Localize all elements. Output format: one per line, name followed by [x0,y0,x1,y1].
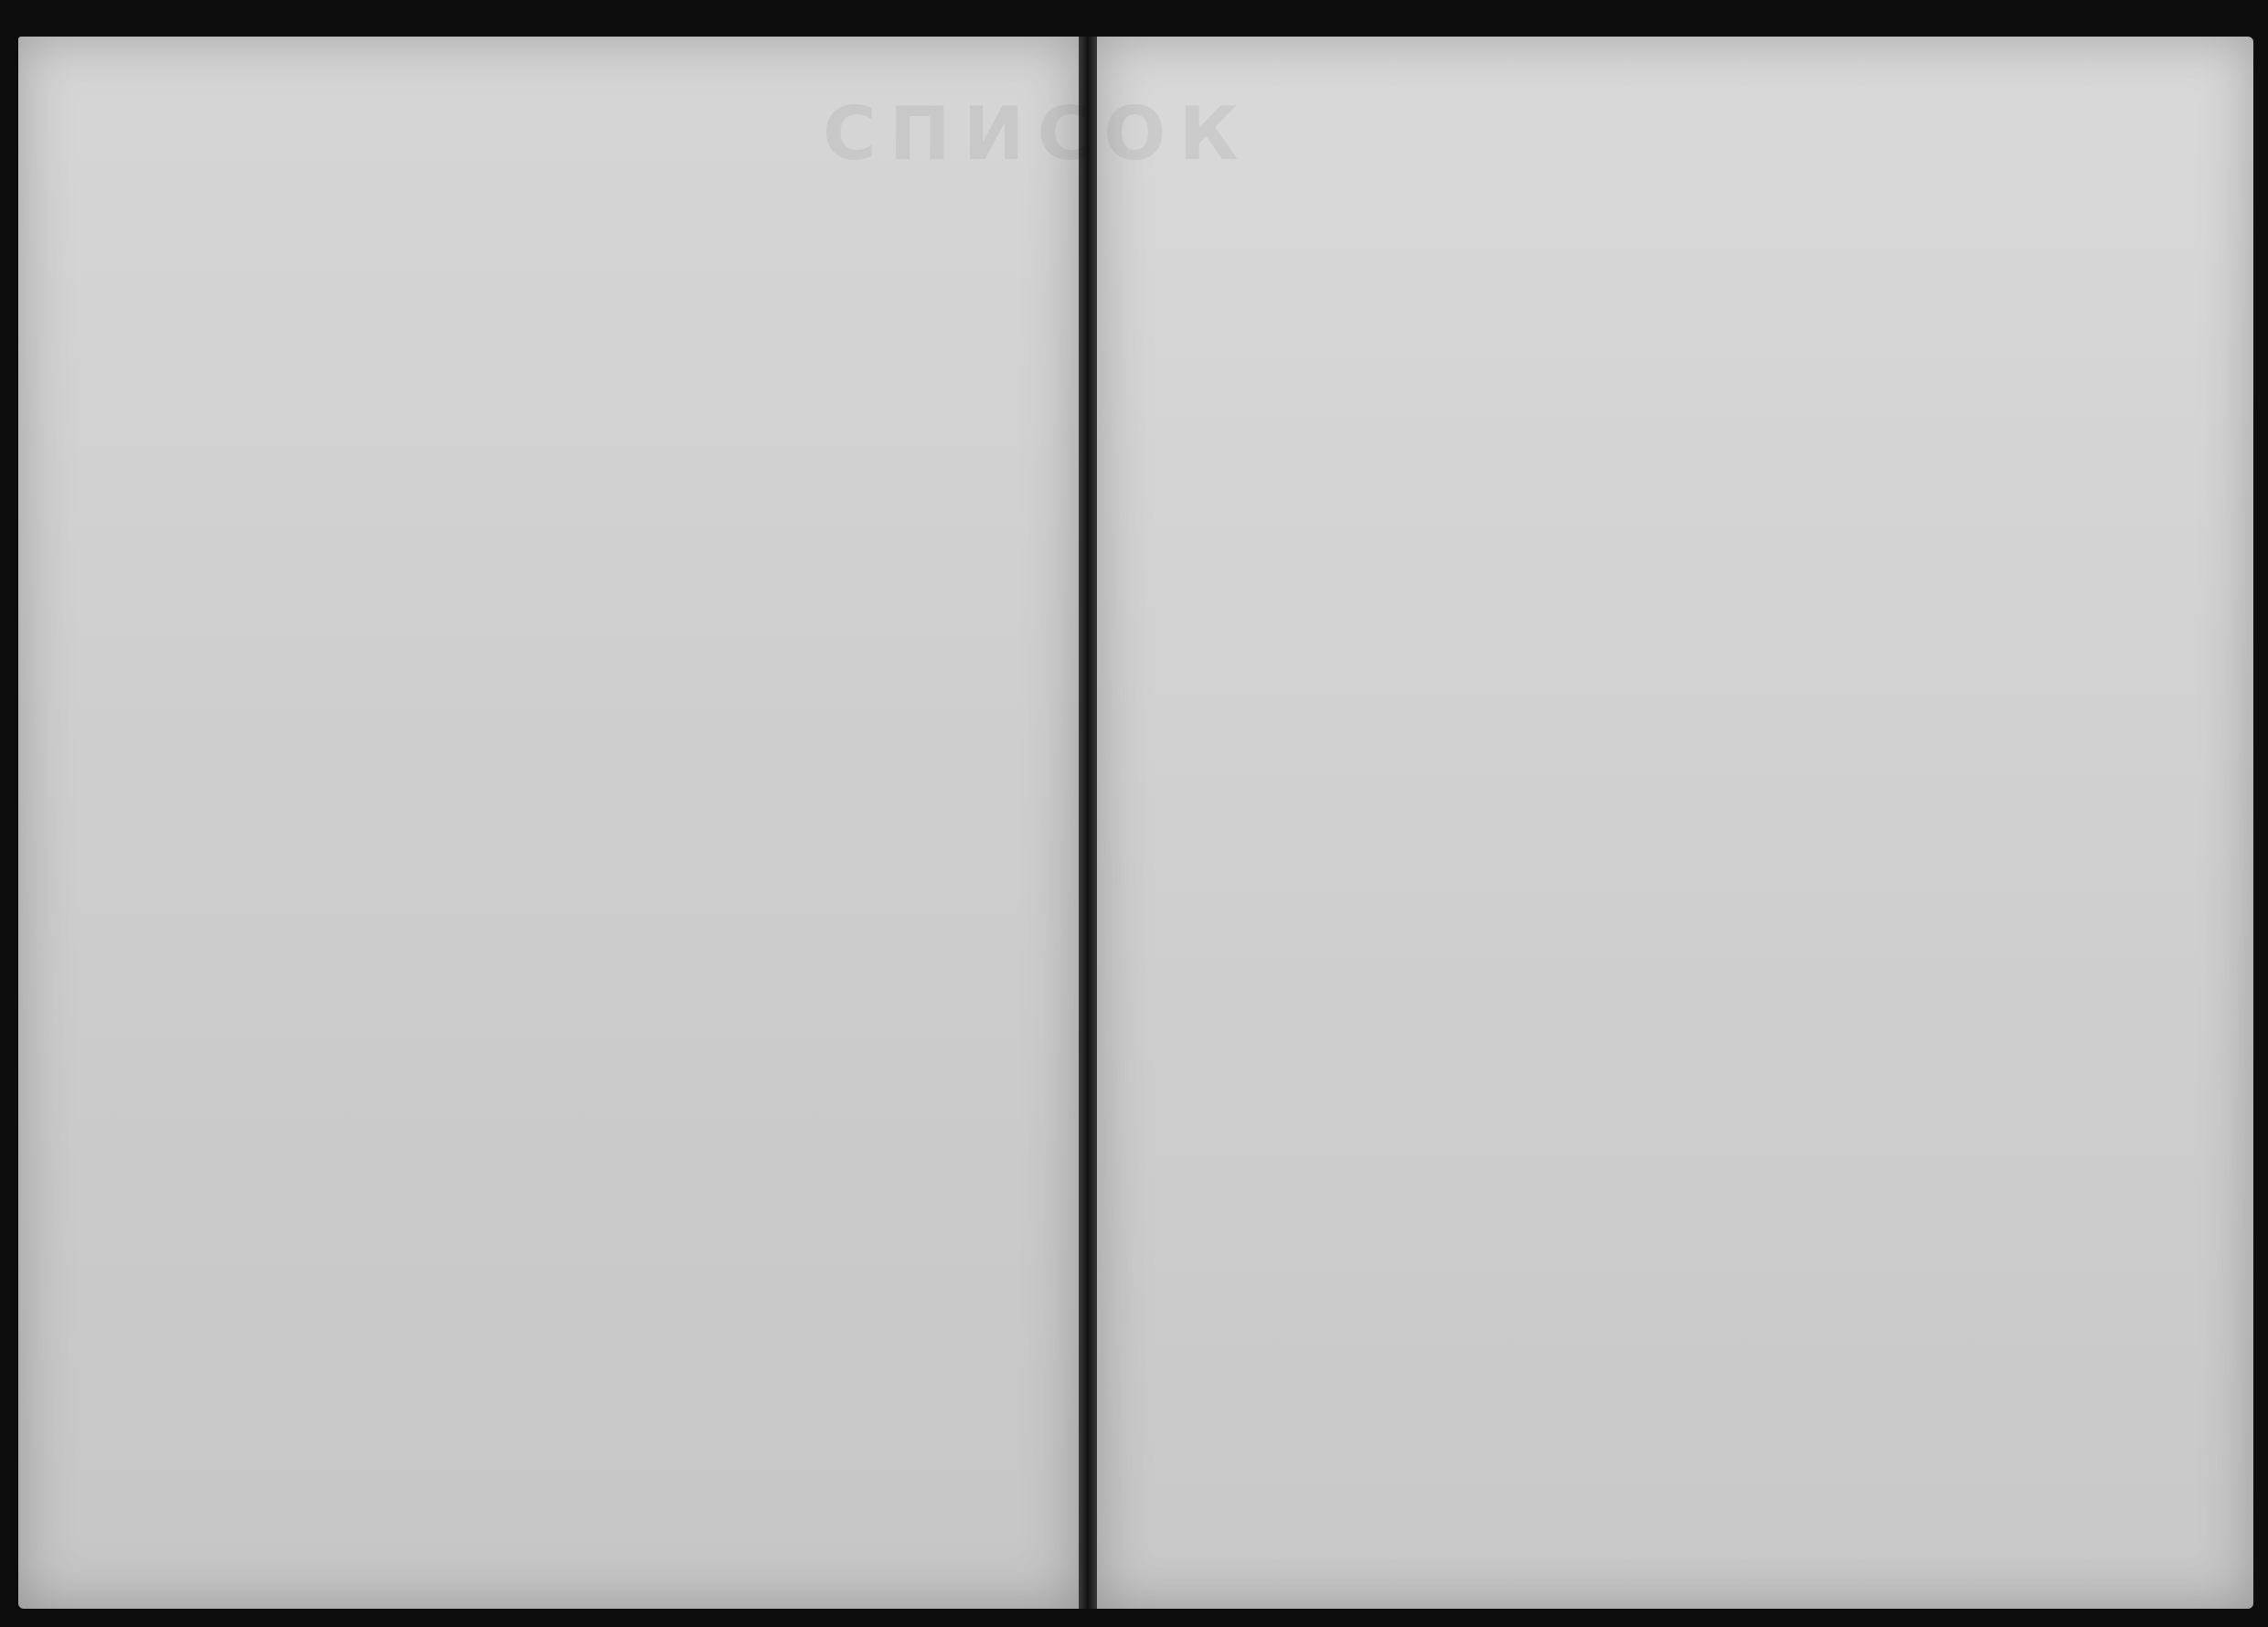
bleed-through-text: СПИСОК [823,91,1251,176]
page-fold [1079,37,1097,1609]
right-page [1097,37,2253,1609]
left-page [18,37,1079,1609]
